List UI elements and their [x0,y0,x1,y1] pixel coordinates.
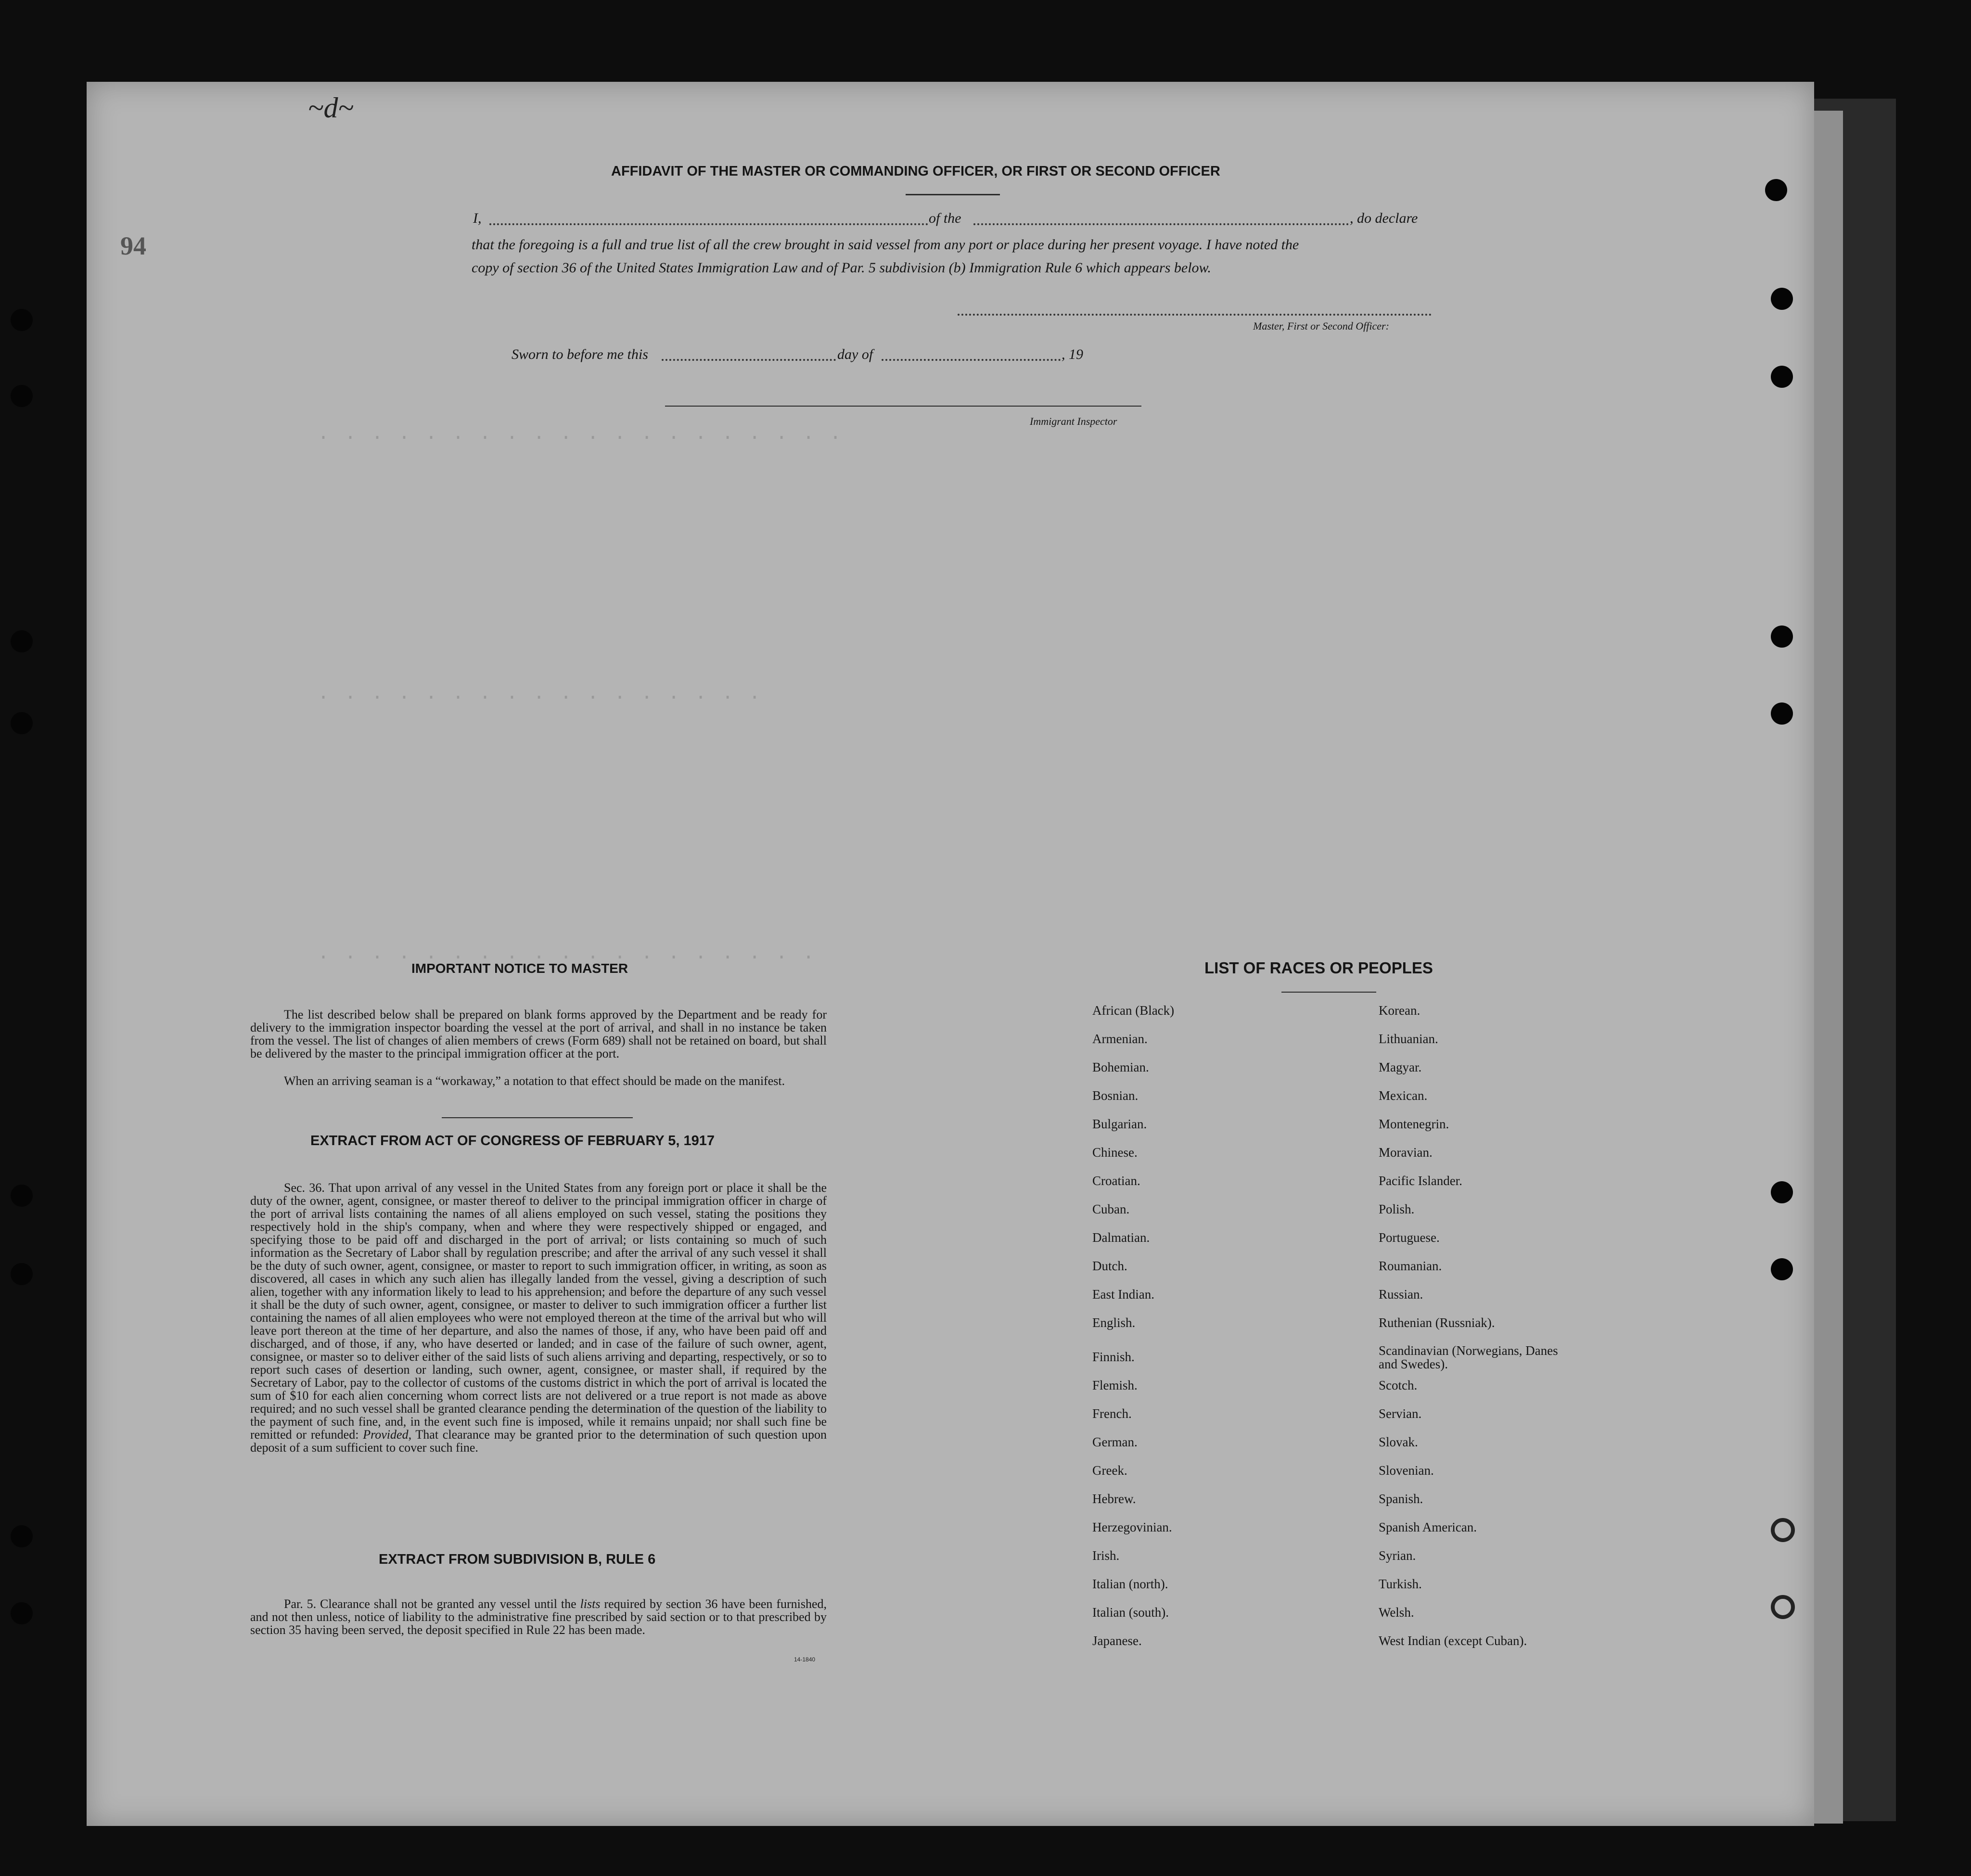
race-item: Spanish American. [1379,1520,1477,1534]
race-item: Portuguese. [1379,1230,1440,1245]
race-item: Polish. [1379,1202,1415,1216]
race-item: Finnish. [1092,1350,1135,1364]
race-item: Spanish. [1379,1492,1423,1506]
master-signature-field[interactable] [958,314,1432,316]
race-item: Turkish. [1379,1577,1422,1591]
binder-hole [1771,702,1793,725]
race-item: Bohemian. [1092,1060,1149,1074]
race-item: Scotch. [1379,1378,1418,1392]
race-item: Slovenian. [1379,1463,1434,1478]
binder-hole [11,630,33,652]
races-title: LIST OF RACES OR PEOPLES [1204,959,1433,977]
edge-number: 94 [120,231,146,260]
binder-hole [11,1263,33,1285]
binder-hole [11,1525,33,1547]
inspector-label: Immigrant Inspector [1030,415,1117,427]
extract-rule-title: EXTRACT FROM SUBDIVISION B, RULE 6 [379,1552,656,1567]
extract-act-title: EXTRACT FROM ACT OF CONGRESS OF FEBRUARY 5, 1917 [310,1133,715,1149]
binder-hole [11,1185,33,1207]
section-label: Sec. 36. [284,1181,325,1195]
bleed-through-text: . . . . . . . . . . . . . . . . . [318,683,763,705]
bleed-through-text: . . . . . . . . . . . . . . . . . . . [318,943,817,965]
rule-6-text: Par. 5. Clearance shall not be granted any vessel until the lists required by section 36 have been furnished, and not then unless, notice of liability to the administrative fine prescribed by said section or to that prescribed by section 35 having been served, the deposit specified in Rule 22 has been made. [250,1597,827,1637]
race-item: Herzegovinian. [1092,1520,1172,1534]
divider [906,194,1000,195]
race-item: Welsh. [1379,1605,1414,1620]
race-item: Bulgarian. [1092,1117,1147,1131]
race-item: Irish. [1092,1548,1120,1563]
races-column-1 [1092,1003,1174,1662]
race-item: Magyar. [1379,1060,1422,1074]
binder-hole [11,309,33,331]
inspector-signature-line[interactable] [665,406,1141,407]
sworn-day-field[interactable] [662,359,836,361]
race-item: Lithuanian. [1379,1032,1438,1046]
race-item: East Indian. [1092,1287,1154,1302]
bleed-through-text: . . . . . . . . . . . . . . . . . . . . [318,423,844,445]
race-item: Chinese. [1092,1145,1138,1160]
binder-hole [11,1602,33,1624]
race-item: Italian (north). [1092,1577,1168,1591]
race-item: Bosnian. [1092,1088,1139,1103]
race-item: German. [1092,1435,1138,1449]
divider [1281,992,1376,993]
affidavit-line-3: copy of section 36 of the United States Immigration Law and of Par. 5 subdivision (b) Immigration Rule 6 which appears below. [472,260,1211,276]
race-item: Croatian. [1092,1174,1140,1188]
race-item: Dalmatian. [1092,1230,1150,1245]
race-item: Slovak. [1379,1435,1418,1449]
race-item: Syrian. [1379,1548,1416,1563]
race-item: Mexican. [1379,1088,1428,1103]
race-item: Dutch. [1092,1259,1127,1273]
races-column-2 [1379,1003,1566,1662]
sworn-day-of-label: day of [837,346,873,362]
form-number: 14-1840 [794,1656,816,1663]
race-item: Flemish. [1092,1378,1138,1392]
race-item: Armenian. [1092,1032,1148,1046]
race-item: Korean. [1379,1003,1421,1018]
race-item: Cuban. [1092,1202,1130,1216]
race-item: Roumanian. [1379,1259,1442,1273]
notice-title: IMPORTANT NOTICE TO MASTER [411,961,628,976]
notice-paragraph-1: The list described below shall be prepared on blank forms approved by the Department and be ready for delivery to the immigration inspector boarding the vessel at the port of arrival, and shall in no instance be taken from the vessel. The list of changes of alien members of crews (Form 689) shall not be retained on board, but shall be delivered by the master to the principal immigration officer at the port. [250,1008,827,1060]
master-signature-label: Master, First or Second Officer: [1253,320,1389,332]
binder-hole [1771,625,1793,648]
affidavit-i-label: I, [473,210,482,226]
race-item: Moravian. [1379,1145,1433,1160]
race-item: West Indian (except Cuban). [1379,1634,1527,1648]
sworn-label: Sworn to before me this [512,346,648,362]
binder-hole [11,712,33,734]
race-item: French. [1092,1406,1132,1421]
affidavit-of-the-label: of the [929,210,961,226]
race-item: African (Black) [1092,1003,1175,1018]
binder-hole [1771,1595,1795,1619]
binder-hole [1771,366,1793,388]
race-item: Hebrew. [1092,1492,1136,1506]
vessel-name-field[interactable] [973,223,1349,225]
divider [442,1117,633,1118]
handwritten-mark: ~d~ [308,92,354,124]
race-item: Japanese. [1092,1634,1142,1648]
race-item: Pacific Islander. [1379,1174,1462,1188]
section-36-text: Sec. 36. That upon arrival of any vessel in the United States from any foreign port or place it shall be the duty of the owner, agent, consignee, or master thereof to deliver to the principal immigration officer in charge of the port of arrival lists containing the names of all aliens employed on such vessel, stating the positions they respectively hold in the ship's company, when and where they were respectively shipped or engaged, and specifying those to be paid off and discharged in the port of arrival; or lists containing so much of such information as the Secretary of Labor shall by regulation prescribe; and after the arrival of any such vessel it shall be the duty of such owner, agent, consignee, or master to report to such immigration officer, in writing, as soon as discovered, all cases in which any such alien has illegally landed from the vessel, giving a description of such alien, together with any information likely to lead to his apprehension; and before the departure of any such vessel it shall be the duty of such owner, agent, consignee, or master to deliver to such immigration officer a further list containing the names of all alien employees who were not employed thereon at the time of the arrival but who will leave port thereon at the time of her departure, and also the names of those, if any, who have been paid off and discharged, and of those, if any, who have deserted or landed; and in case of the failure of such owner, agent, consignee, or master so to deliver either of the said lists of such aliens arriving and departing, respectively, or so to report such cases of desertion or landing, such owner, agent, consignee, or master shall, if required by the Secretary of Labor, pay to the collector of customs of the customs district in which the port of arrival is located the sum of $10 for each alien concerning whom correct lists are not delivered or a true report is not made as above required; and no such vessel shall be granted clearance pending the determination of the question of the liability to the payment of such fine, and, in the event such fine is imposed, while it remains unpaid; nor shall such fine be remitted or refunded: Provided, That clearance may be granted prior to the determination of such question upon deposit of a sum sufficient to cover such fine. [250,1181,827,1455]
binder-hole [1771,1181,1793,1203]
binder-hole [1771,1518,1795,1542]
race-item: Servian. [1379,1406,1422,1421]
race-item: Italian (south). [1092,1605,1169,1620]
affidavit-declare-label: , do declare [1350,210,1418,226]
race-item: Greek. [1092,1463,1127,1478]
sworn-month-field[interactable] [882,359,1061,361]
affidavit-title: AFFIDAVIT OF THE MASTER OR COMMANDING OFFICER, OR FIRST OR SECOND OFFICER [611,164,1220,179]
sworn-year-label: , 19 [1062,346,1083,362]
binder-hole [1771,288,1793,310]
affidavit-line-2: that the foregoing is a full and true list of all the crew brought in said vessel from any port or place during her present voyage. I have noted the [472,237,1299,253]
race-item: Ruthenian (Russniak). [1379,1315,1495,1330]
binder-hole [11,385,33,407]
race-item: Russian. [1379,1287,1423,1302]
race-item: Montenegrin. [1379,1117,1449,1131]
race-item: English. [1092,1315,1136,1330]
race-item: Scandinavian (Norwegians, Danes and Swedes). [1379,1343,1558,1371]
officer-name-field[interactable] [489,223,928,225]
notice-paragraph-2: When an arriving seaman is a “workaway,” a notation to that effect should be made on the manifest. [284,1074,785,1088]
binder-hole [1771,1258,1793,1280]
binder-hole [1765,179,1787,201]
